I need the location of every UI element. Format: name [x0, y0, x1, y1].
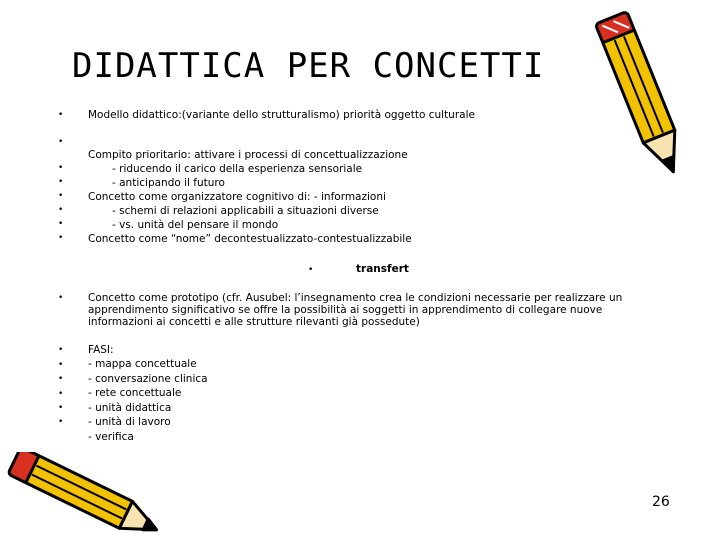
slide-title: DIDATTICA PER CONCETTI: [72, 46, 545, 86]
bullet: •: [58, 110, 64, 120]
bullet: •: [58, 233, 64, 243]
phase-item: - verifica: [88, 431, 134, 443]
phase-item: - rete concettuale: [88, 387, 182, 399]
pencil-icon: [0, 452, 170, 540]
bullet: •: [58, 163, 64, 173]
bullet: •: [308, 265, 314, 275]
bullet: •: [58, 293, 64, 303]
bullet: •: [58, 205, 64, 215]
text-line: - anticipando il futuro: [112, 177, 225, 189]
text-line: Compito prioritario: attivare i processi di concettualizzazione: [88, 149, 408, 161]
bullet: •: [58, 374, 64, 384]
prototype-paragraph: Concetto come prototipo (cfr. Ausubel: l’insegnamento crea le condizioni necessarie per realizzare un apprendimento significativo se offre la possibilità ai soggetti in apprendimento di collegare nuove informazioni ai concetti e alle strutture rilevanti già possedute): [88, 292, 623, 328]
bullet: •: [58, 177, 64, 187]
text-line: Concetto come organizzatore cognitivo di: - informazioni: [88, 191, 386, 203]
phase-item: - unità didattica: [88, 402, 172, 414]
bullet: •: [58, 389, 64, 399]
bullet: •: [58, 345, 64, 355]
phase-item: - conversazione clinica: [88, 373, 208, 385]
text-line: Modello didattico:(variante dello strutturalismo) priorità oggetto culturale: [88, 109, 475, 121]
transfert-label: transfert: [356, 263, 409, 275]
bullet: •: [58, 219, 64, 229]
page-number: 26: [652, 494, 670, 510]
bullet: •: [58, 403, 64, 413]
text-line: - schemi di relazioni applicabili a situazioni diverse: [112, 205, 379, 217]
phase-item: - mappa concettuale: [88, 358, 197, 370]
pencil-icon: [582, 2, 702, 192]
text-line: Concetto come “nome” decontestualizzato-contestualizzabile: [88, 233, 412, 245]
bullet: •: [58, 191, 64, 201]
phase-item: FASI:: [88, 344, 114, 356]
bullet: •: [58, 360, 64, 370]
bullet: •: [58, 137, 64, 147]
text-line: - vs. unità del pensare il mondo: [112, 219, 279, 231]
text-line: - riducendo il carico della esperienza sensoriale: [112, 163, 363, 175]
phase-item: - unità di lavoro: [88, 416, 171, 428]
bullet: •: [58, 417, 64, 427]
